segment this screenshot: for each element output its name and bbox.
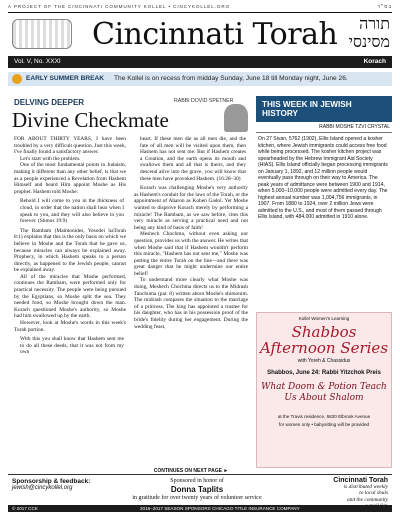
season-label: 2016–2017 SEASON SPONSORS — [140, 506, 211, 511]
ad-title: Shabbos Afternoon Series — [259, 323, 389, 357]
hebrew-title-line-2: מסינסי — [348, 32, 390, 51]
volume-number: Vol. V, No. XXXI — [14, 58, 61, 65]
arrow-right-icon: ► — [223, 468, 229, 474]
ad-subtitle: with Yoreh & Chassidus — [297, 358, 351, 364]
distribution-line: to local shuls — [359, 490, 388, 497]
summer-break-banner — [8, 72, 392, 86]
this-week-body: On 27 Sivan, 5762 (1902), Ellis Island opened a kosher kitchen, where Jewish immigrants could access free food while being processed. The kosher kitchen project was spearheaded by the Hebrew Immigrant Aid Society (HIAS). Ellis Island officially began processing immigrants on January 1, 1892, and 12 million people would eventually pass through on their way to America. The peak years of admittance were between 1900 and 1914, when 5,000–10,000 people were admitted every day. The highest annual number was 1,004,756 immigrants, in 1907. From 1880 to 1924, over 2 million Jews were admitted to the U.S., and most of them passed through Ellis Island, with 484,000 admitted in 1910 alone. — [258, 136, 388, 220]
ad-date: Shabbos, June 24: Rabbi Yitzchok Preis — [267, 370, 381, 376]
distribution-title: Cincinnati Torah — [333, 477, 388, 484]
issue-bar — [8, 56, 392, 68]
sponsorship-email[interactable]: jewish@cincykollel.org — [12, 485, 73, 491]
dedication-reason: in gratitude for over twenty years of volunteer service — [132, 495, 262, 501]
this-week-byline: RABBI MOSHE TZVI CRYSTAL — [256, 122, 392, 133]
hebrew-title — [326, 15, 390, 51]
author-portrait — [224, 104, 248, 132]
project-line: A PROJECT OF THE CINCINNATI COMMUNITY KOLLEL • CINCYKOLLEL.ORG — [8, 4, 231, 9]
ad-location: at the Travis residence, 6820 Elbrook Avenue — [277, 414, 371, 419]
this-week-heading: THIS WEEK IN JEWISH HISTORY — [256, 96, 392, 122]
top-line — [8, 4, 392, 12]
article-paragraph: Let's start with the problem. — [20, 155, 81, 162]
article-paragraph: Meshech Chochma, without even asking our question, provides us with the answer. He writes that when Moshe said that if Hashem wouldn't perform this miracle, "Hashem has not sent me," Moshe was putting the entire Torah on the line—and there was great danger that he might undermine our entire belief! — [134, 231, 248, 277]
ad-topic: What Doom & Potion Teach Us About Shalom — [261, 382, 387, 403]
footer-bar — [8, 505, 392, 512]
sponsor-company: CHICAGO TITLE INSURANCE COMPANY — [212, 506, 300, 511]
section-label: DELVING DEEPER — [14, 98, 85, 107]
article-title: Divine Checkmate — [12, 108, 169, 132]
ad-note: for women only • babysitting will be provided — [278, 422, 370, 427]
hebrew-title-line-1: תורה — [359, 14, 390, 33]
sponsorship-label: Sponsorship & feedback: — [12, 478, 91, 485]
season-sponsors — [140, 506, 300, 511]
article-paragraph: All of the miracles that Moshe performed, continues the Rambam, were performed only for practical necessity. The people were being pursued by the Egyptians, so Moshe split the sea. They needed food, so Moshe brought down the man. Korach questioned Moshe's authority, so Moshe had him swallowed up by the earth. — [14, 273, 126, 320]
article-paragraph: To understand more clearly what Moshe was doing, Meshech Chochma directs us to the Midrash Tanchuma (par. 8) written about Moshe's shimonim. The midrash compares the situation to the marriage of a princess. The king has appointed a trustee for his daughter, who has in his possession proof of the bride's fidelity during her engagement. During the wedding feast, — [134, 277, 248, 330]
continues-text: CONTINUES ON NEXT PAGE — [153, 468, 222, 474]
article-quote: Behold I will come to you in the thickness of cloud, in order that the nation shall hear when I speak to you, and they will also believe in you forever. (Shmos 19:9) — [20, 198, 124, 225]
article-paragraph: The Rambam (Maimonides, Yesodei haTorah 8:1) explains that this is the only basis on which we believe in Moshe and the Torah that he gave us, because miracles can always be explained away. Prophecy, in which Hashem speaks to a person directly, as happened to the Jewish people, cannot be explained away. — [14, 227, 126, 274]
summer-break-label: EARLY SUMMER BREAK — [26, 75, 105, 82]
article-paragraph: However, look at Moshe's words in this week's Torah portion. — [14, 320, 126, 333]
dedication-label: Sponsored in honor of — [170, 478, 224, 484]
masthead — [8, 12, 392, 68]
ad-organizer: Kollel Women's Learning — [298, 316, 350, 321]
newsletter-title: Cincinnati Torah — [92, 17, 338, 52]
copyright: © 2017 CCK — [12, 506, 38, 511]
torah-scroll-icon — [12, 19, 72, 49]
footer-dedication — [112, 478, 282, 501]
distribution-line: and the community — [346, 496, 388, 503]
dedication-name: Donna Taplits — [170, 485, 224, 494]
bsd-mark: בס״ד — [377, 4, 392, 9]
article-paragraph: FOR ABOUT THIRTY YEARS, I have been troubled by a very difficult question. Just this week, I've finally found a satisfactory answer. — [14, 136, 126, 156]
footer — [8, 474, 392, 512]
article-quote: heart. If these men die as all men die, and the fate of all men will be visited upon them, then Hashem has not sent me. But if Hashem creates a Creation, and the earth opens its mouth and swallows them and all that is theirs, and they descend alive into the grave, you will know that these men have provoked Hashem. (16:28–30) — [140, 136, 246, 182]
article-author: RABBI DOVID SPETNER — [174, 98, 234, 104]
shabbos-series-ad — [256, 312, 392, 468]
article-paragraph: Korach was challenging Moshe's very authority as Hashem's conduit for the laws of the Torah, or the appointment of Aharon as Kohen Gadol. Yet Moshe wanted to disprove Korach merely by performing a miracle! The Rambam, as we saw before, cites this very miracle as serving a practical need and not being any kind of basis of faith! — [134, 185, 248, 231]
article-column-2 — [134, 136, 248, 330]
footer-sponsorship — [12, 478, 90, 491]
article-quote: With this you shall know that Hashem sent me to do all these deeds, that it was not from my own — [20, 336, 124, 356]
distribution-line: is distributed weekly — [343, 484, 388, 491]
sun-icon — [12, 74, 22, 84]
summer-break-text: The Kollel is on recess from midday Sunday, June 18 till Monday night, June 26. — [114, 75, 348, 82]
parsha-name: Korach — [363, 58, 386, 65]
article-paragraph: One of the most fundamental points in Judaism, making it different than any other belief, is that we as a people experienced a Revelation from Hashem Himself and heard Him appoint Moshe as His prophet. Hashem told Moshe: — [14, 162, 126, 195]
article-column-1 — [14, 136, 126, 356]
